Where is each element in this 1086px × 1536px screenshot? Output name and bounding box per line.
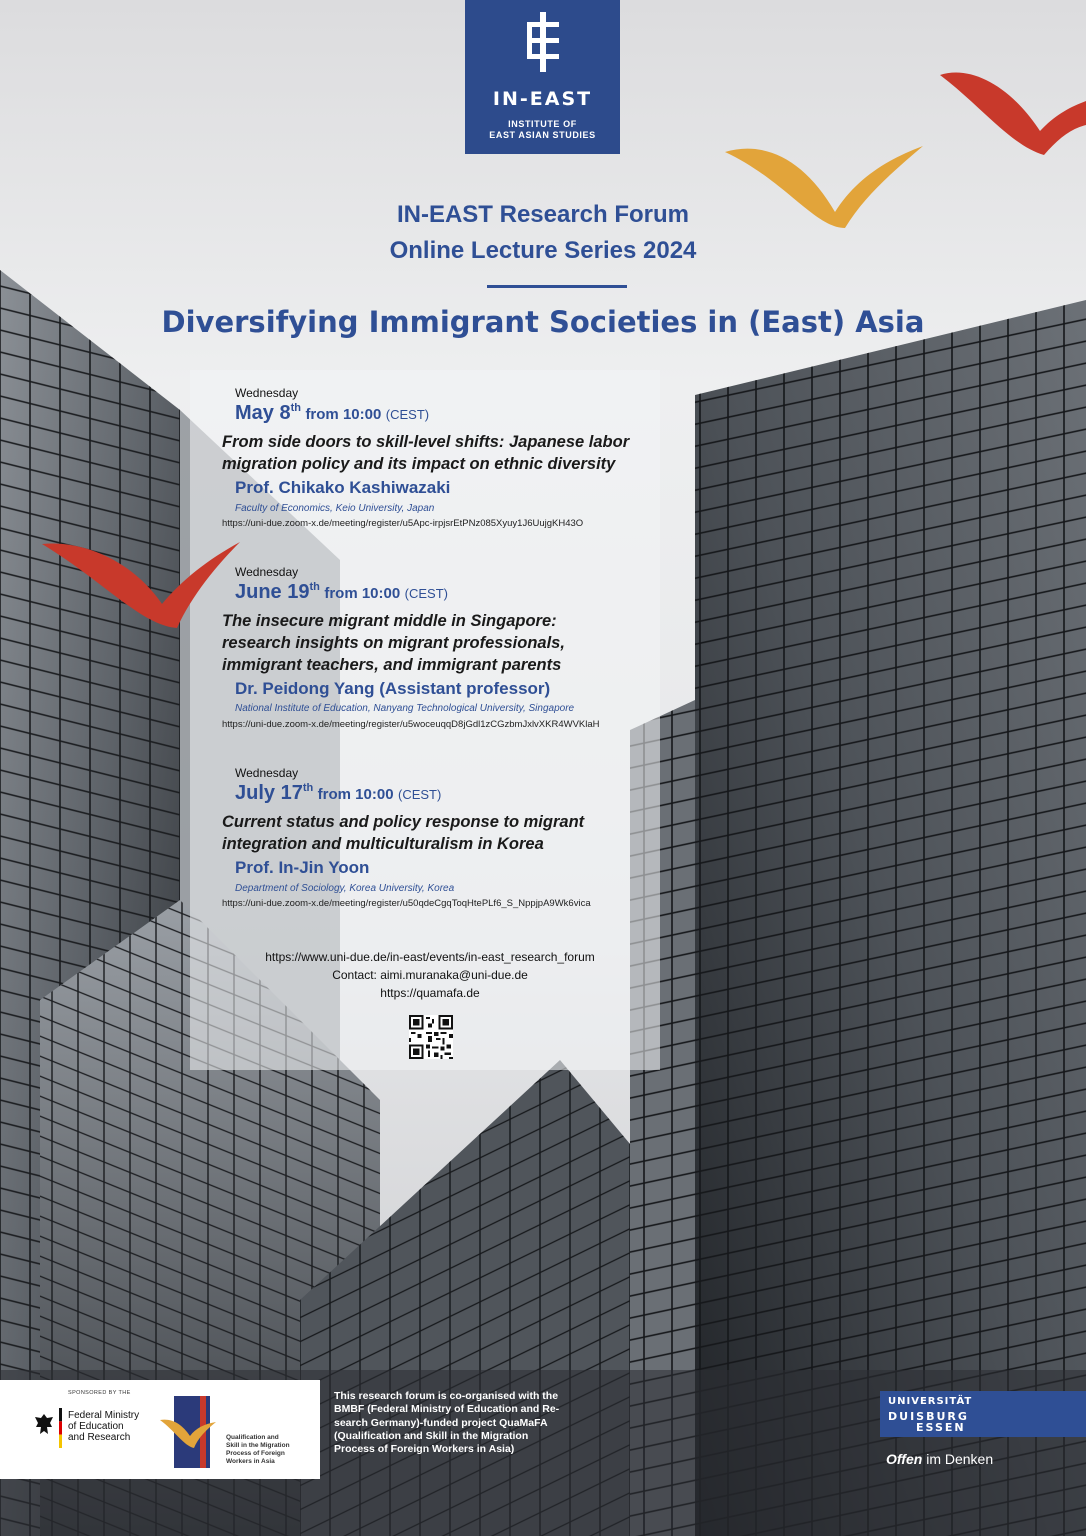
event-1 xyxy=(222,386,662,536)
event-date-text: July 17 xyxy=(235,782,303,804)
motto-rest: im Denken xyxy=(922,1451,994,1467)
bird-red-top-icon xyxy=(940,65,1086,155)
event-topic-line: From side doors to skill-level shifts: Japanese labor xyxy=(222,433,630,451)
university-line: ESSEN xyxy=(916,1421,966,1434)
coorganised-line: search Germany)-funded project QuaMaFA xyxy=(334,1416,548,1429)
qr-code-icon[interactable] xyxy=(409,1015,453,1059)
event-timezone: (CEST) xyxy=(404,586,448,601)
event-topic-line: integration and multiculturalism in Korea xyxy=(222,835,544,853)
coorganised-line: BMBF (Federal Ministry of Education and Re- xyxy=(334,1403,560,1416)
coorganised-line: This research forum is co-organised with the xyxy=(334,1390,559,1402)
event-topic xyxy=(222,610,565,676)
event-topic-line: research insights on migrant professionals, xyxy=(222,634,565,652)
event-date-text: June 19 xyxy=(235,581,310,603)
event-topic xyxy=(222,431,629,475)
motto-bold: Offen xyxy=(886,1451,923,1467)
quamafa-line: Workers in Asia xyxy=(226,1458,275,1465)
university-line: DUISBURG xyxy=(888,1410,969,1423)
series-line: IN-EAST Research Forum xyxy=(396,201,690,228)
event-registration-link[interactable]: https://uni-due.zoom-x.de/meeting/register/u5woceuqqD8jGdl1zCGzbmJxlvXKR4WVKlaH xyxy=(222,719,600,730)
german-flag-stripe xyxy=(59,1408,62,1448)
contact-email[interactable]: Contact: aimi.muranaka@uni-due.de xyxy=(332,968,528,982)
event-date xyxy=(235,581,448,604)
event-date-suffix: th xyxy=(290,402,301,414)
event-affiliation: Faculty of Economics, Keio University, Japan xyxy=(235,503,435,514)
series-line: Online Lecture Series 2024 xyxy=(389,237,697,264)
event-topic-line: immigrant teachers, and immigrant parents xyxy=(222,656,562,674)
event-3 xyxy=(222,766,662,916)
university-motto xyxy=(886,1451,993,1467)
event-speaker: Prof. In-Jin Yoon xyxy=(235,858,370,877)
coorganised-line: Process of Foreign Workers in Asia) xyxy=(334,1443,515,1456)
logo-subtitle-line: INSTITUTE OF xyxy=(508,119,577,129)
coorganised-line: (Qualification and Skill in the Migration xyxy=(334,1429,529,1442)
event-registration-link[interactable]: https://uni-due.zoom-x.de/meeting/register/u5Apc-irpjsrEtPNz085Xyuy1J6UujgKH43O xyxy=(222,518,584,529)
logo-subtitle xyxy=(465,119,620,141)
series-heading xyxy=(200,197,886,269)
forum-website-link[interactable]: https://www.uni-due.de/in-east/events/in-east_research_forum xyxy=(265,950,595,964)
in-east-emblem-icon xyxy=(525,12,561,72)
ministry-line: Federal Ministry xyxy=(68,1410,140,1421)
event-time: from 10:00 xyxy=(317,786,394,803)
event-topic-line: migration policy and its impact on ethnic diversity xyxy=(222,455,616,473)
page-title: Diversifying Immigrant Societies in (East) Asia xyxy=(161,305,925,339)
university-logo xyxy=(880,1391,1086,1437)
federal-eagle-icon xyxy=(34,1412,54,1436)
event-date-text: May 8 xyxy=(235,402,291,424)
quamafa-line: Skill in the Migration xyxy=(226,1442,290,1449)
in-east-logo xyxy=(465,0,620,154)
sponsored-by-label: SPONSORED BY THE xyxy=(68,1390,131,1396)
event-topic-line: Current status and policy response to migrant xyxy=(222,813,585,831)
quamafa-line: Qualification and xyxy=(226,1434,279,1441)
event-time: from 10:00 xyxy=(324,585,401,602)
event-topic-line: The insecure migrant middle in Singapore: xyxy=(222,612,557,630)
event-timezone: (CEST) xyxy=(398,787,442,802)
event-day: Wednesday xyxy=(235,565,299,579)
event-date-suffix: th xyxy=(302,782,314,794)
event-topic xyxy=(222,811,584,855)
title-divider xyxy=(487,285,627,288)
project-website-link[interactable]: https://quamafa.de xyxy=(380,986,480,1000)
event-date xyxy=(235,402,429,425)
coorganised-note xyxy=(334,1390,599,1456)
event-2 xyxy=(222,565,662,740)
logo-subtitle-line: EAST ASIAN STUDIES xyxy=(489,130,596,140)
event-speaker: Prof. Chikako Kashiwazaki xyxy=(235,478,451,497)
event-day: Wednesday xyxy=(235,386,299,400)
event-affiliation: Department of Sociology, Korea University, Korea xyxy=(235,883,455,894)
event-affiliation: National Institute of Education, Nanyang Technological University, Singapore xyxy=(235,703,575,714)
event-registration-link[interactable]: https://uni-due.zoom-x.de/meeting/register/u50qdeCgqToqHtePLf6_S_NppjpA9Wk6vica xyxy=(222,898,591,909)
event-date-suffix: th xyxy=(309,581,320,593)
logo-brand: IN-EAST xyxy=(492,88,593,110)
ministry-line: of Education xyxy=(68,1421,124,1432)
event-time: from 10:00 xyxy=(305,406,382,423)
university-line: UNIVERSITÄT xyxy=(888,1396,973,1407)
ministry-name xyxy=(68,1410,139,1443)
event-day: Wednesday xyxy=(235,766,299,780)
quamafa-name xyxy=(226,1434,290,1466)
event-speaker: Dr. Peidong Yang (Assistant professor) xyxy=(235,679,551,698)
sponsor-panel xyxy=(0,1380,320,1479)
event-timezone: (CEST) xyxy=(385,407,430,422)
ministry-line: and Research xyxy=(68,1432,131,1443)
bird-red-left-icon xyxy=(42,540,242,630)
event-date xyxy=(235,782,441,805)
quamafa-line: Process of Foreign xyxy=(226,1450,285,1457)
quamafa-logo-icon xyxy=(160,1390,220,1470)
contact-block xyxy=(240,948,620,1002)
